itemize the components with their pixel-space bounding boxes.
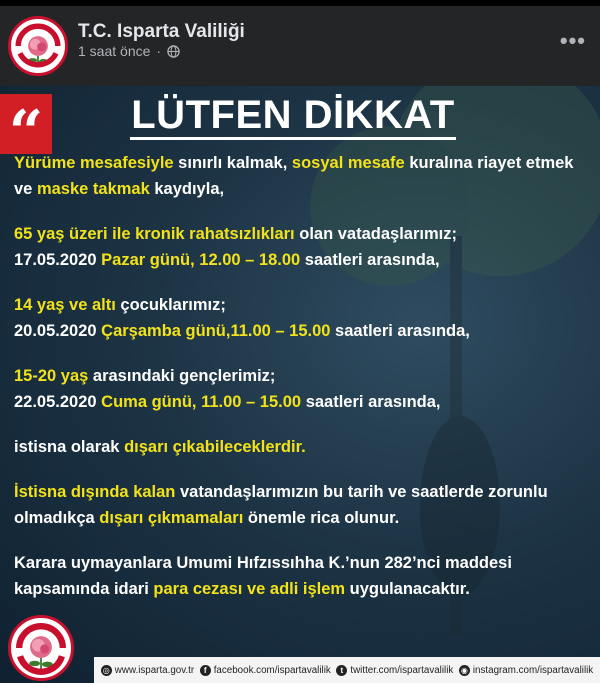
body-text: kuralına riayet etmek ve (14, 154, 574, 198)
web-icon: ◎ (101, 665, 112, 676)
body-text: saatleri arasında, (301, 393, 441, 411)
announcement-paragraph (14, 221, 594, 273)
body-text: kaydıyla, (149, 180, 225, 198)
body-text: uygulanacaktır. (345, 580, 470, 598)
footer-text: facebook.com/ispartavalilik (213, 664, 331, 676)
body-text: olan vatadaşlarımız; (294, 225, 457, 243)
post-title: LÜTFEN DİKKAT (131, 93, 455, 137)
quote-icon: “ (0, 94, 52, 154)
highlighted-text: İstisna dışında kalan (14, 483, 176, 501)
post-meta (78, 43, 180, 59)
highlighted-text: Pazar günü, 12.00 – 18.00 (101, 251, 301, 269)
announcement-paragraph (14, 434, 594, 460)
body-text: saatleri arasında, (300, 251, 440, 269)
highlighted-text: 65 yaş üzeri ile kronik rahatsızlıkları (14, 225, 295, 243)
highlighted-text: Cuma günü, 11.00 – 15.00 (101, 393, 302, 411)
highlighted-text: sosyal mesafe (291, 154, 405, 172)
body-text: Karara uymayanlara Umumi Hıfzıssıhha K.’nun 282’nci maddesi kapsamında idari (14, 554, 512, 598)
highlighted-text: 15-20 yaş (14, 367, 89, 385)
post-header (0, 6, 600, 86)
footer-text: twitter.com/ispartavalilik (350, 664, 454, 676)
avatar[interactable] (8, 16, 68, 76)
highlighted-text: maske takmak (36, 180, 150, 198)
rose-logo-icon (11, 618, 71, 678)
body-text: sınırlı kalmak, (173, 154, 292, 172)
globe-icon[interactable] (167, 45, 180, 58)
announcement-paragraph (14, 292, 594, 344)
announcement-paragraph (14, 479, 594, 531)
more-options-icon[interactable]: ••• (559, 28, 586, 53)
footer-text: www.isparta.gov.tr (114, 664, 195, 676)
body-text: 20.05.2020 (14, 322, 102, 340)
highlighted-text: dışarı çıkmamaları (99, 509, 244, 527)
title-underline (130, 137, 456, 140)
highlighted-text: Çarşamba günü,11.00 – 15.00 (101, 322, 331, 340)
announcement-paragraph (14, 363, 594, 415)
body-text: 17.05.2020 (14, 251, 102, 269)
body-text: vatandaşlarımızın bu tarih ve saatlerde zorunlu olmadıkça (14, 483, 548, 527)
valilik-logo (8, 615, 74, 681)
contact-footer (94, 657, 600, 683)
post-time[interactable]: 1 saat önce (78, 43, 151, 59)
body-text: çocuklarımız; (115, 296, 226, 314)
highlighted-text: para cezası ve adli işlem (153, 580, 346, 598)
body-text: arasındaki gençlerimiz; (88, 367, 276, 385)
rose-logo-icon (11, 19, 65, 73)
instagram-icon: ◉ (459, 665, 470, 676)
footer-text: instagram.com/ispartavalilik (472, 664, 594, 676)
highlighted-text: 14 yaş ve altı (14, 296, 116, 314)
announcement-paragraph (14, 150, 594, 202)
highlighted-text: dışarı çıkabileceklerdir. (124, 438, 306, 456)
meta-separator: · (156, 43, 162, 59)
body-text: istisna olarak (14, 438, 125, 456)
announcement-text (14, 150, 594, 621)
twitter-icon: t (336, 665, 347, 676)
body-text: saatleri arasında, (330, 322, 470, 340)
facebook-icon: f (200, 665, 211, 676)
announcement-paragraph (14, 550, 594, 602)
page-name[interactable]: T.C. Isparta Valiliği (78, 21, 245, 42)
footer-item (200, 665, 331, 676)
footer-item (101, 665, 194, 676)
post-image[interactable] (0, 86, 600, 683)
body-text: 22.05.2020 (14, 393, 102, 411)
highlighted-text: Yürüme mesafesiyle (14, 154, 174, 172)
footer-item (459, 665, 593, 676)
body-text: önemle rica olunur. (243, 509, 400, 527)
footer-item (336, 665, 453, 676)
